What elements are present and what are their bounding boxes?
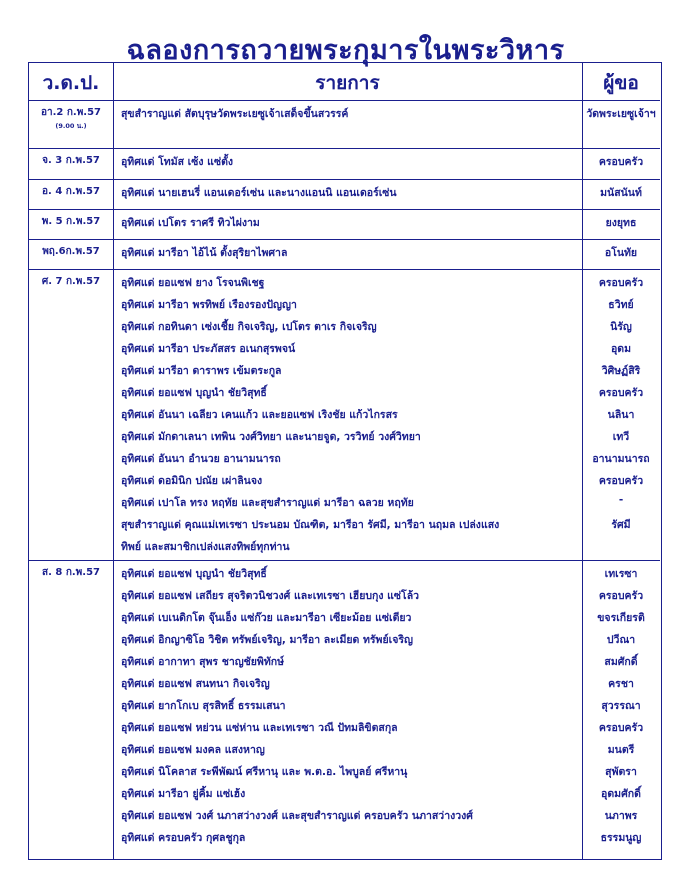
list-item: [29, 210, 660, 232]
requester-name: ครชา: [608, 678, 634, 690]
list-item: [29, 825, 660, 847]
requester-name: ครอบครัว: [598, 722, 644, 734]
intention-text: อุทิศแด่ ยอแซฟ วงศ์ นภาสว่างวงศ์ และสุขสำราญแด่ ครอบครัว นภาสว่างวงศ์: [121, 810, 473, 822]
intentions-table: [28, 62, 662, 860]
requester-name: นลินา: [607, 409, 635, 421]
requester-name: อานามนารถ: [592, 453, 650, 465]
requester-name: ครอบครัว: [598, 387, 644, 399]
list-item: [29, 292, 660, 314]
intention-text: อุทิศแด่ นายเฮนรี่ แอนเดอร์เซ่น และนางแอนนิ แอนเดอร์เซ่น: [121, 187, 397, 199]
table-row: [29, 101, 660, 149]
requester-name: ครอบครัว: [598, 590, 644, 602]
requester-name: ครอบครัว: [598, 156, 644, 168]
list-item: [29, 737, 660, 759]
intention-text: อุทิศแด่ ยากโกเบ สุรสิทธิ์ ธรรมเสนา: [121, 700, 286, 712]
intention-text: อุทิศแด่ อิกญาซิโอ วิชิต ทรัพย์เจริญ, มารีอา ละเมียด ทรัพย์เจริญ: [121, 634, 413, 646]
list-item: [29, 715, 660, 737]
requester-name: วัดพระเยซูเจ้าฯ: [586, 108, 656, 120]
list-item: [29, 759, 660, 781]
requester-name: ปวีณา: [606, 634, 636, 646]
requester-name: สุพัตรา: [605, 766, 637, 778]
requester-name: สมศักดิ์: [604, 656, 638, 668]
row-date-text: ส. 8 ก.พ.57: [42, 567, 100, 578]
header-item: รายการ: [315, 72, 380, 94]
list-item: [29, 424, 660, 446]
list-item: [29, 649, 660, 671]
intention-text: อุทิศแด่ ยอแซฟ บุญนำ ชัยวิสุทธิ์: [121, 387, 267, 399]
list-item: [29, 402, 660, 424]
list-item: [29, 605, 660, 627]
requester-name: อุดมศักดิ์: [601, 788, 641, 800]
intention-text: สุขสำราญแด่ สัตบุรุษวัดพระเยซูเจ้าเสด็จขึ้นสวรรค์: [121, 108, 349, 120]
table-row: [29, 180, 660, 210]
list-item: [29, 627, 660, 649]
requester-name: ครอบครัว: [598, 277, 644, 289]
row-date-text: ศ. 7 ก.พ.57: [41, 276, 101, 287]
list-item: [29, 314, 660, 336]
list-item: [29, 336, 660, 358]
intention-text: อุทิศแด่ นิโคลาส ระพีพัฒน์ ศรีหานุ และ พ.ต.อ. ไพบูลย์ ศรีหานุ: [121, 766, 408, 778]
intention-text: อุทิศแด่ ยอแซฟ หย่วน แซ่ห่าน และเทเรซา วณี ปัทมลิขิตสกุล: [121, 722, 398, 734]
requester-name: ธวิทย์: [608, 299, 634, 311]
intention-text: อุทิศแด่ เปโตร ราศรี ทิวไผ่งาม: [121, 217, 260, 229]
intention-text: อุทิศแด่ เบเนดิกโต จุ๊นเอ็ง แซ่ก๊วย และมารีอา เซียะม้อย แซ่เตียว: [121, 612, 412, 624]
list-item: [29, 468, 660, 490]
requester-name: -: [618, 494, 624, 506]
table-row: [29, 210, 660, 240]
intention-text: อุทิศแด่ ยอแซฟ ยาง โรจนพิเชฐ: [121, 277, 265, 289]
list-item: [29, 671, 660, 693]
page-title: ฉลองการถวายพระกุมารในพระวิหาร: [126, 35, 565, 66]
intention-text: อุทิศแด่ อันนา เฉลียว เคนแก้ว และยอแซฟ เริงชัย แก้วไกรสร: [121, 409, 398, 421]
requester-name: ครอบครัว: [598, 475, 644, 487]
intention-text: อุทิศแด่ มารีอา พรทิพย์ เรืองรองปัญญา: [121, 299, 297, 311]
requester-name: สุวรรณา: [601, 700, 641, 712]
row-time: (9.00 น.): [55, 122, 87, 130]
list-item: [29, 781, 660, 803]
intention-text: อุทิศแด่ อากาทา สุพร ชาญชัยพิทักษ์: [121, 656, 285, 668]
requester-name: เทเรซา: [604, 568, 638, 580]
intention-text: อุทิศแด่ ดอมินิก ปณัย เผ่าลินจง: [121, 475, 263, 487]
intention-text: อุทิศแด่ อันนา อำนวย อานามนารถ: [121, 453, 281, 465]
requester-name: นภาพร: [604, 810, 638, 822]
row-date-text: จ. 3 ก.พ.57: [42, 155, 100, 166]
list-item: [29, 490, 660, 512]
list-item: [29, 583, 660, 605]
intention-text: สุขสำราญแด่ คุณแม่เทเรซา ประนอม บัณฑิต, มารีอา รัศมี, มารีอา นฤมล เปล่งแสง: [121, 519, 500, 531]
intention-text: อุทิศแด่ มารีอา ประภัสสร อเนกสุรพจน์: [121, 343, 296, 355]
intention-text: อุทิศแด่ มารีอา ยู่คิ้ม แซ่เฮ้ง: [121, 788, 246, 800]
table-header: [29, 63, 660, 101]
requester-name: รัศมี: [611, 519, 631, 531]
list-item: [29, 149, 660, 171]
intention-text: อุทิศแด่ มักดาเลนา เทพิน วงศ์วิทยา และนายจูด, วรวิทย์ วงศ์วิทยา: [121, 431, 421, 443]
intention-text: อุทิศแด่ ครอบครัว กุศลชูกุล: [121, 832, 246, 844]
intention-text: อุทิศแด่ กอทินดา เซ่งเชี้ย กิจเจริญ, เปโตร ตาเร กิจเจริญ: [121, 321, 377, 333]
table-row: [29, 561, 660, 861]
intention-text: อุทิศแด่ มารีอา ไอ้ไน้ ตั้งสุริยาไพศาล: [121, 247, 288, 259]
table-row: [29, 270, 660, 561]
intention-text: อุทิศแด่ ยอแซฟ มงคล แสงหาญ: [121, 744, 265, 756]
requester-name: มนัสนันท์: [600, 187, 642, 199]
list-item: [29, 561, 660, 583]
requester-name: นิรัญ: [610, 321, 632, 333]
list-item: [29, 446, 660, 468]
list-item: [29, 693, 660, 715]
intention-text: อุทิศแด่ เปาโล ทรง หฤทัย และสุขสำราญแด่ มารีอา ฉลวย หฤทัย: [121, 497, 414, 509]
intention-text: อุทิศแด่ มารีอา ดาราพร เข้มตระกูล: [121, 365, 282, 377]
row-date-text: อ. 4 ก.พ.57: [42, 186, 100, 197]
requester-name: วิศิษฏ์สิริ: [601, 365, 641, 377]
column-divider-requester: [582, 63, 583, 859]
list-item: [29, 101, 660, 123]
row-date-text: อา.2 ก.พ.57: [40, 107, 102, 118]
intention-text: อุทิศแด่ ยอแซฟ สนทนา กิจเจริญ: [121, 678, 270, 690]
requester-name: ขจรเกียรติ: [597, 612, 645, 624]
intention-text: อุทิศแด่ โทมัส เซ้ง แซ่ตั้ง: [121, 156, 234, 168]
list-item: [29, 240, 660, 262]
row-date-text: พฤ.6ก.พ.57: [42, 246, 100, 257]
list-item: [29, 512, 660, 534]
list-item: [29, 380, 660, 402]
list-item: [29, 534, 660, 556]
requester-name: เทวี: [612, 431, 630, 443]
requester-name: อุดม: [610, 343, 632, 355]
table-row: [29, 240, 660, 270]
requester-name: ยงยุทธ: [605, 217, 637, 229]
intention-text: อุทิศแด่ ยอแซฟ บุญนำ ชัยวิสุทธิ์: [121, 568, 267, 580]
list-item: [29, 270, 660, 292]
header-requester: ผู้ขอ: [603, 72, 639, 94]
header-date: ว.ด.ป.: [42, 72, 100, 94]
requester-name: ธรรมนูญ: [600, 832, 642, 844]
list-item: [29, 358, 660, 380]
requester-name: มนตรี: [607, 744, 635, 756]
row-date-text: พ. 5 ก.พ.57: [41, 216, 101, 227]
column-divider-date: [113, 63, 114, 859]
list-item: [29, 180, 660, 202]
requester-name: อโนทัย: [604, 247, 638, 259]
list-item: [29, 803, 660, 825]
table-row: [29, 149, 660, 180]
intention-text: อุทิศแด่ ยอแซฟ เสถียร สุจริตวนิชวงศ์ และเทเรซา เฮียบกุง แซ่โล้ว: [121, 590, 420, 602]
intention-text: ทิพย์ และสมาชิกเปล่งแสงทิพย์ทุกท่าน: [121, 541, 290, 553]
